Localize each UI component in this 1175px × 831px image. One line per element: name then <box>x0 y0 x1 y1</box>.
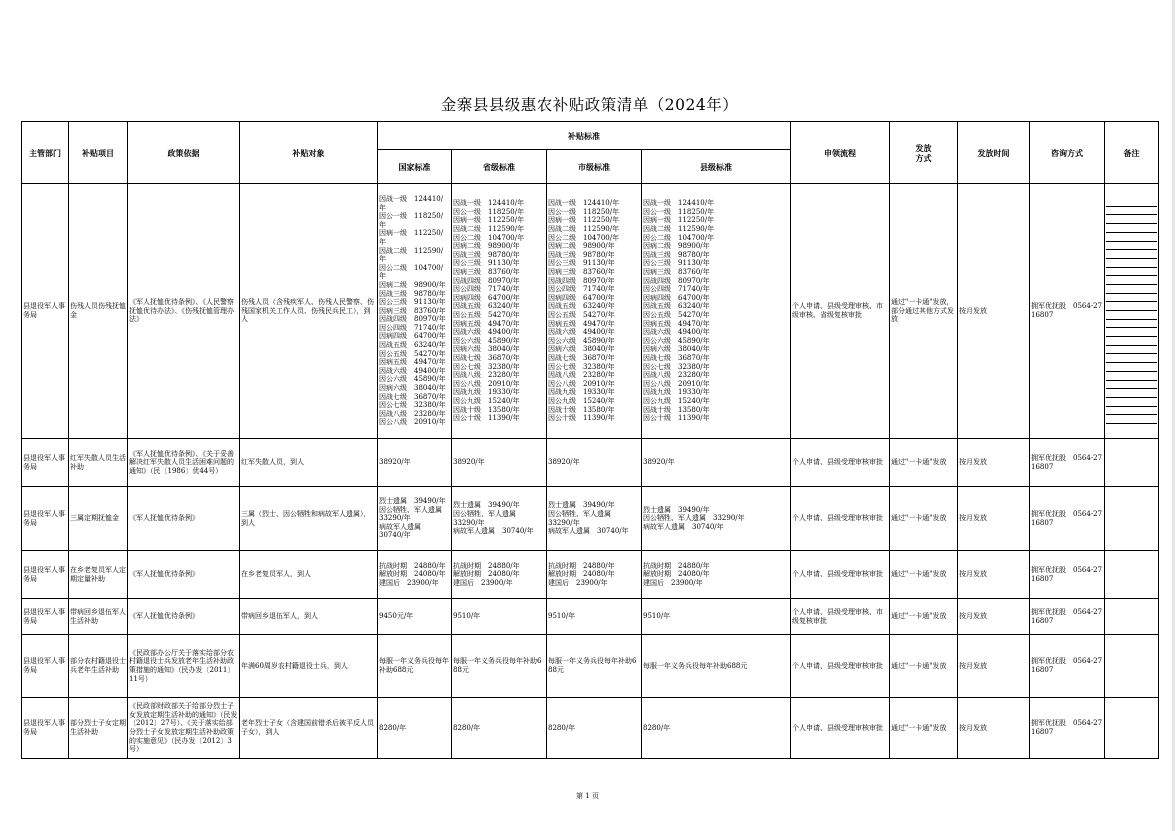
cell-item-text: 在乡老复员军人定期定量补助 <box>70 565 126 583</box>
cell-consult <box>1030 698 1105 759</box>
cell-provincial <box>452 551 547 599</box>
cell-consult <box>1030 599 1105 635</box>
cell-time <box>958 698 1030 759</box>
cell-provincial <box>452 599 547 635</box>
notes-line <box>1106 407 1157 416</box>
cell-item <box>69 599 128 635</box>
cell-basis <box>128 635 240 698</box>
header-process: 申领流程 <box>791 122 890 184</box>
cell-city-text: 每服一年义务兵役每年补助688元 <box>548 657 637 674</box>
cell-method <box>890 635 958 698</box>
notes-line <box>1106 320 1157 329</box>
cell-basis-text: 《军人抚恤优待条例》 <box>129 612 199 621</box>
cell-notes <box>1105 439 1159 487</box>
cell-process-text: 个人申请、县级受理审核、市级审核、省级复核审批 <box>792 302 883 319</box>
cell-county-text: 9510/年 <box>643 612 671 621</box>
header-notes: 备注 <box>1105 122 1159 184</box>
cell-item-text: 红军失散人员生活补助 <box>70 453 126 471</box>
cell-city <box>547 184 642 439</box>
table-row <box>22 487 1159 551</box>
cell-time-text: 按月发放 <box>959 458 987 467</box>
cell-process-text: 个人申请、县级受理审核审批 <box>792 514 883 523</box>
cell-method <box>890 698 958 759</box>
cell-item-text: 三属定期抚恤金 <box>70 514 119 523</box>
cell-dept-text: 县退役军人事务局 <box>23 565 65 583</box>
notes-line <box>1106 215 1157 224</box>
notes-line <box>1106 224 1157 233</box>
cell-notes <box>1105 184 1159 439</box>
header-city: 市级标准 <box>547 150 642 184</box>
cell-consult-text: 拥军优抚股 0564-2716807 <box>1031 657 1103 674</box>
notes-line <box>1106 233 1157 242</box>
cell-item <box>69 635 128 698</box>
cell-basis <box>128 698 240 759</box>
notes-line <box>1106 398 1157 407</box>
cell-time <box>958 599 1030 635</box>
cell-method <box>890 184 958 439</box>
cell-process-text: 个人申请、县级受理审核审批 <box>792 458 883 467</box>
cell-process <box>791 551 890 599</box>
cell-target <box>240 635 378 698</box>
cell-city <box>547 551 642 599</box>
cell-basis-text: 《军人抚恤优待条例》 <box>129 514 199 523</box>
cell-consult-text: 拥军优抚股 0564-2716807 <box>1031 719 1103 736</box>
notes-line <box>1106 242 1157 251</box>
cell-dept <box>22 551 69 599</box>
cell-county <box>642 551 791 599</box>
cell-method-text: 通过"一卡通"发放 <box>891 458 947 467</box>
cell-item <box>69 184 128 439</box>
cell-target <box>240 698 378 759</box>
cell-consult-text: 拥军优抚股 0564-2716807 <box>1031 453 1103 471</box>
cell-notes <box>1105 635 1159 698</box>
cell-county <box>642 698 791 759</box>
cell-method-text: 通过"一卡通"发放 <box>891 723 947 732</box>
page-title: 金寨县县级惠农补贴政策清单（2024年） <box>440 96 739 114</box>
notes-line <box>1106 311 1157 320</box>
cell-target <box>240 551 378 599</box>
policy-table <box>21 121 1159 759</box>
cell-process-text: 个人申请、县级受理审核审批 <box>792 570 883 579</box>
cell-item-text: 部分烈士子女定期生活补助 <box>70 719 126 736</box>
cell-process <box>791 599 890 635</box>
page-number: 第 1 页 <box>576 792 599 800</box>
cell-city <box>547 487 642 551</box>
notes-line <box>1106 268 1157 277</box>
cell-notes <box>1105 599 1159 635</box>
notes-line <box>1106 389 1157 398</box>
cell-dept <box>22 698 69 759</box>
cell-basis-text: 《民政部办公厅关于落实给部分农村籍退役士兵发放老年生活补助政策措施的通知》（民办发〔2011〕11号） <box>129 648 235 683</box>
cell-basis <box>128 487 240 551</box>
cell-process <box>791 184 890 439</box>
cell-consult <box>1030 184 1105 439</box>
cell-provincial-text: 每服一年义务兵役每年补助688元 <box>453 657 542 674</box>
cell-consult <box>1030 439 1105 487</box>
cell-dept <box>22 599 69 635</box>
cell-time <box>958 184 1030 439</box>
cell-notes <box>1105 487 1159 551</box>
table-row <box>22 551 1159 599</box>
cell-dept-text: 县退役军人事务局 <box>23 719 65 736</box>
cell-time-text: 按月发放 <box>959 514 987 523</box>
cell-item <box>69 551 128 599</box>
cell-item-text: 带病回乡退伍军人生活补助 <box>70 607 126 625</box>
cell-consult-text: 拥军优抚股 0564-2716807 <box>1031 565 1103 583</box>
cell-provincial-text: 9510/年 <box>453 612 481 621</box>
table-row <box>22 439 1159 487</box>
cell-national <box>378 487 452 551</box>
cell-target-text: 带病回乡退伍军人，到人 <box>241 612 318 621</box>
cell-item <box>69 487 128 551</box>
cell-dept <box>22 184 69 439</box>
cell-consult <box>1030 635 1105 698</box>
cell-national-text: 38920/年 <box>379 458 411 467</box>
cell-basis-text: 《军人抚恤优待条例》 <box>129 570 199 579</box>
cell-basis <box>128 439 240 487</box>
cell-method-text: 通过"一卡通"发放 <box>891 514 947 523</box>
cell-county-text: 每服一年义务兵役每年补助688元 <box>643 661 748 670</box>
cell-target <box>240 184 378 439</box>
cell-consult-text: 拥军优抚股 0564-2716807 <box>1031 607 1103 625</box>
cell-dept-text: 县退役军人事务局 <box>23 509 65 527</box>
table-row <box>22 698 1159 759</box>
cell-national-text: 9450元/年 <box>379 612 414 621</box>
notes-line <box>1106 363 1157 372</box>
cell-basis <box>128 551 240 599</box>
cell-method-text: 通过"一卡通"发放 <box>891 612 947 621</box>
cell-dept <box>22 439 69 487</box>
cell-item-text: 部分农村籍退役士兵老年生活补助 <box>70 657 126 674</box>
header-method <box>890 122 958 184</box>
cell-target <box>240 439 378 487</box>
notes-line <box>1106 207 1157 216</box>
cell-time-text: 按月发放 <box>959 612 987 621</box>
header-provincial: 省级标准 <box>452 150 547 184</box>
cell-target-text: 在乡老复员军人，到人 <box>241 570 311 579</box>
header-target: 补贴对象 <box>240 122 378 184</box>
cell-city-text: 因战一级 124410/年 因公一级 118250/年 因病一级 112250/年 因战二级 112590/年 因公二级 104700/年 因病二级 98900/年 因战三级 98780/年 因公三级 91130/年 因病三级 83760/年 因战四级 80970/年 因公四级 71740/年 因病四级 64700/年 因战五级 63240/年 因公五级 54270/年 因病五级 49470/年 因战六级 49400/年 因公六级 45890/年 因病六级 38040/年 因战七级 36870/年 因公七级 32380/年 因战八级 23280/年 因公八级 20910/年 因战九级 19330/年 因公九级 15240/年 因战十级 13580/年 因公十级 11390/年 <box>548 199 620 423</box>
cell-county <box>642 184 791 439</box>
cell-county-text: 抗战时期 24880/年 解放时期 24080/年 建国后 23900/年 <box>643 561 710 587</box>
cell-basis <box>128 599 240 635</box>
cell-provincial <box>452 184 547 439</box>
cell-process <box>791 698 890 759</box>
header-county: 县级标准 <box>642 150 791 184</box>
cell-method <box>890 551 958 599</box>
cell-basis-text: 《军人抚恤优待条例》、《关于妥善解决红军失散人员生活困难问题的通知》（民〔1986〕优44号） <box>129 449 234 475</box>
cell-provincial <box>452 439 547 487</box>
cell-process-text: 个人申请、县级受理审核审批 <box>792 661 883 670</box>
cell-target-text: 年满60周岁农村籍退役士兵，到人 <box>241 661 348 670</box>
table-row <box>22 635 1159 698</box>
cell-county <box>642 599 791 635</box>
cell-dept <box>22 635 69 698</box>
notes-line <box>1106 198 1157 207</box>
cell-method-text: 通过"一卡通"发放 <box>891 570 947 579</box>
cell-national <box>378 698 452 759</box>
cell-national-text: 因战一级 124410/ 年 因公一级 118250/ 年 因病一级 112250/ 年 因战二级 112590/ 年 因公二级 104700/ 年 因病二级 98900/年 因战三级 98780/年 因公三级 91130/年 因病三级 83760/年 因战四级 80970/年 因公四级 71740/年 因病四级 64700/年 因战五级 63240/年 因公五级 54270/年 因病五级 49470/年 因战六级 49400/年 因公六级 45890/年 因病六级 38040/年 因战七级 36870/年 因公七级 32380/年 因战八级 23280/年 因公八级 20910/年 <box>379 194 446 427</box>
cell-notes <box>1105 551 1159 599</box>
notes-line <box>1106 372 1157 381</box>
cell-national <box>378 599 452 635</box>
cell-provincial <box>452 487 547 551</box>
table-row <box>22 599 1159 635</box>
cell-basis-text: 《军人抚恤优待条例》、《人民警察抚恤优待办法》、《伤残抚恤管理办法》 <box>129 298 234 324</box>
notes-line <box>1106 337 1157 346</box>
cell-target-text: 三属（烈士、因公牺牲和病故军人遗属），到人 <box>241 509 371 527</box>
notes-line <box>1106 276 1157 285</box>
cell-provincial <box>452 635 547 698</box>
cell-consult-text: 拥军优抚股 0564-2716807 <box>1031 302 1103 319</box>
notes-line <box>1106 259 1157 268</box>
header-national: 国家标准 <box>378 150 452 184</box>
cell-method <box>890 439 958 487</box>
cell-dept-text: 县退役军人事务局 <box>23 302 65 319</box>
cell-consult <box>1030 551 1105 599</box>
cell-city <box>547 439 642 487</box>
cell-target-text: 伤残人员（含残疾军人、伤残人民警察、伤残国家机关工作人员、伤残民兵民工），到人 <box>241 298 374 324</box>
cell-county <box>642 439 791 487</box>
cell-county-text: 因战一级 124410/年 因公一级 118250/年 因病一级 112250/年 因战二级 112590/年 因公二级 104700/年 因病二级 98900/年 因战三级 98780/年 因公三级 91130/年 因病三级 83760/年 因战四级 80970/年 因公四级 71740/年 因病四级 64700/年 因战五级 63240/年 因公五级 54270/年 因病五级 49470/年 因战六级 49400/年 因公六级 45890/年 因病六级 38040/年 因战七级 36870/年 因公七级 32380/年 因战八级 23280/年 因公八级 20910/年 因战九级 19330/年 因公九级 15240/年 因战十级 13580/年 因公十级 11390/年 <box>643 199 715 423</box>
header-time: 发放时间 <box>958 122 1030 184</box>
table-row <box>22 184 1159 439</box>
header-method-label: 发放 方式 <box>915 142 932 163</box>
cell-county <box>642 635 791 698</box>
cell-target <box>240 487 378 551</box>
cell-time <box>958 439 1030 487</box>
notes-line <box>1106 354 1157 363</box>
header-item: 补贴项目 <box>69 122 128 184</box>
header-dept: 主管部门 <box>22 122 69 184</box>
cell-dept-text: 县退役军人事务局 <box>23 607 65 625</box>
cell-item <box>69 698 128 759</box>
cell-city <box>547 698 642 759</box>
cell-basis-text: 《民政部财政部关于给部分烈士子女发放定期生活补助的通知》（民发〔2012〕27号）、《关于落实给部分烈士子女发放定期生活补助政策的实施意见》（民办发〔2012〕3号） <box>129 702 238 754</box>
notes-line <box>1106 285 1157 294</box>
cell-national <box>378 184 452 439</box>
cell-provincial-text: 8280/年 <box>453 723 481 732</box>
cell-time-text: 按月发放 <box>959 570 987 579</box>
cell-time <box>958 635 1030 698</box>
cell-process-text: 个人申请、县级受理审核、市级复核审批 <box>792 607 883 625</box>
notes-line <box>1106 294 1157 303</box>
header-row-1 <box>22 122 1159 150</box>
cell-provincial-text: 抗战时期 24880/年 解放时期 24080/年 建国后 23900/年 <box>453 561 520 587</box>
cell-item-text: 伤残人员伤残抚恤金 <box>70 302 126 319</box>
cell-notes <box>1105 698 1159 759</box>
notes-line <box>1106 346 1157 355</box>
cell-time-text: 按月发放 <box>959 306 987 315</box>
cell-county-text: 8280/年 <box>643 723 671 732</box>
cell-dept <box>22 487 69 551</box>
cell-national <box>378 635 452 698</box>
header-basis: 政策依据 <box>128 122 240 184</box>
cell-national <box>378 551 452 599</box>
cell-national-text: 8280/年 <box>379 723 407 732</box>
cell-dept-text: 县退役军人事务局 <box>23 453 65 471</box>
cell-basis <box>128 184 240 439</box>
cell-method <box>890 599 958 635</box>
cell-county-text: 烈士遗属 39490/年 因公牺牲、军人遗属 33290/年 病故军人遗属 30740/年 <box>643 505 745 531</box>
cell-time <box>958 487 1030 551</box>
cell-consult-text: 拥军优抚股 0564-2716807 <box>1031 509 1103 527</box>
cell-national-text: 抗战时期 24880/年 解放时期 24080/年 建国后 23900/年 <box>379 561 446 587</box>
cell-city-text: 38920/年 <box>548 458 580 467</box>
cell-process <box>791 487 890 551</box>
cell-time <box>958 551 1030 599</box>
cell-process <box>791 439 890 487</box>
notes-line <box>1106 250 1157 259</box>
cell-process <box>791 635 890 698</box>
header-consult: 咨询方式 <box>1030 122 1105 184</box>
cell-process-text: 个人申请、县级受理审核审批 <box>792 723 883 732</box>
cell-national-text: 烈士遗属 39490/年 因公牺牲、军人遗属 33290/年 病故军人遗属 30740/年 <box>379 497 446 540</box>
notes-line <box>1106 328 1157 337</box>
cell-city-text: 9510/年 <box>548 612 576 621</box>
cell-county <box>642 487 791 551</box>
cell-national-text: 每服一年义务兵役每年补助688元 <box>379 657 449 674</box>
cell-provincial-text: 烈士遗属 39490/年 因公牺牲、军人遗属 33290/年 病故军人遗属 30740/年 <box>453 501 534 536</box>
cell-time-text: 按月发放 <box>959 723 987 732</box>
cell-consult <box>1030 487 1105 551</box>
cell-item <box>69 439 128 487</box>
notes-line <box>1106 381 1157 390</box>
cell-city-text: 8280/年 <box>548 723 576 732</box>
cell-national <box>378 439 452 487</box>
cell-city-text: 抗战时期 24880/年 解放时期 24080/年 建国后 23900/年 <box>548 561 615 587</box>
cell-county-text: 38920/年 <box>643 458 675 467</box>
cell-city-text: 烈士遗属 39490/年 因公牺牲、军人遗属 33290/年 病故军人遗属 30740/年 <box>548 501 629 536</box>
cell-target-text: 红军失散人员，到人 <box>241 458 304 467</box>
cell-method <box>890 487 958 551</box>
cell-city <box>547 599 642 635</box>
cell-method-text: 通过"一卡通"发放 <box>891 661 947 670</box>
cell-target <box>240 599 378 635</box>
cell-provincial-text: 因战一级 124410/年 因公一级 118250/年 因病一级 112250/年 因战二级 112590/年 因公二级 104700/年 因病二级 98900/年 因战三级 98780/年 因公三级 91130/年 因病三级 83760/年 因战四级 80970/年 因公四级 71740/年 因病四级 64700/年 因战五级 63240/年 因公五级 54270/年 因病五级 49470/年 因战六级 49400/年 因公六级 45890/年 因病六级 38040/年 因战七级 36870/年 因公七级 32380/年 因战八级 23280/年 因公八级 20910/年 因战九级 19330/年 因公九级 15240/年 因战十级 13580/年 因公十级 11390/年 <box>453 199 525 423</box>
cell-city <box>547 635 642 698</box>
cell-target-text: 老年烈士子女（含建国前错杀后被平反人员子女），到人 <box>241 719 374 736</box>
cell-provincial <box>452 698 547 759</box>
notes-line <box>1106 415 1157 424</box>
cell-dept-text: 县退役军人事务局 <box>23 657 65 674</box>
notes-grid <box>1106 198 1157 424</box>
cell-provincial-text: 38920/年 <box>453 458 485 467</box>
cell-time-text: 按月发放 <box>959 661 987 670</box>
notes-line <box>1106 302 1157 311</box>
cell-method-text: 通过"一卡通"发放，部分通过其他方式发放 <box>891 298 954 324</box>
header-standard: 补贴标准 <box>378 122 791 150</box>
